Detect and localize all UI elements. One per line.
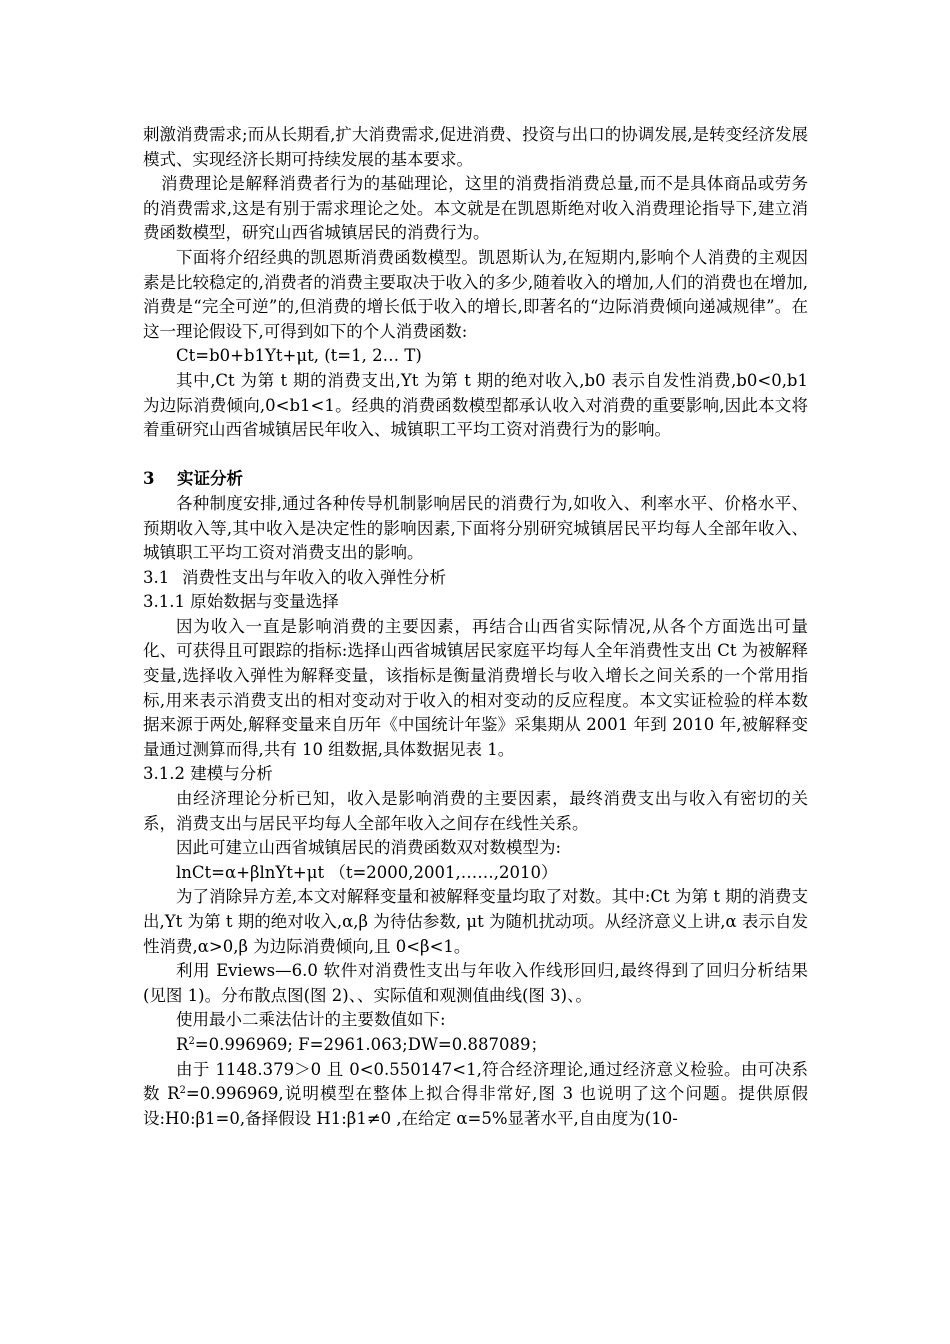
subsection-heading-3-1-1: 3.1.1 原始数据与变量选择 xyxy=(143,592,339,612)
log-model-formula: lnCt=α+βlnYt+μt （t=2000,2001,……,2010） xyxy=(176,862,558,882)
intro-paragraph-2: 消费理论是解释消费者行为的基础理论，这里的消费指消费总量,而不是具体商品或劳务的消费需求,这是有别于需求理论之处。本文就是在凯恩斯绝对收入消费理论指导下,建立消费函数模型，研究山西省城镇居民的消费行为。 xyxy=(143,174,808,243)
section-3-1-2-paragraph-2: 因此可建立山西省城镇居民的消费函数双对数模型为: xyxy=(176,838,562,858)
intro-paragraph-1: 刺激消费需求;而从长期看,扩大消费需求,促进消费、投资与出口的协调发展,是转变经济发展模式、实现经济长期可持续发展的基本要求。 xyxy=(143,125,808,169)
subsection-title: 消费性支出与年收入的收入弹性分析 xyxy=(182,567,446,587)
section-3-1-2-paragraph-6 xyxy=(143,1058,808,1132)
section-3-1-2-paragraph-4: 利用 Eviews—6.0 软件对消费性支出与年收入作线形回归,最终得到了回归分析结果(见图 1)。分布散点图(图 2)、、实际值和观测值曲线(图 3)、。 xyxy=(143,961,808,1005)
section-3-1-2-paragraph-5: 使用最小二乘法估计的主要数值如下: xyxy=(176,1010,446,1030)
stat-values: =0.996969; F=2961.063;DW=0.887089； xyxy=(194,1034,547,1054)
paragraph-6-superscript: 2 xyxy=(179,1085,186,1097)
section-3-paragraph-1: 各种制度安排,通过各种传导机制影响居民的消费行为,如收入、利率水平、价格水平、预期收入等,其中收入是决定性的影响因素,下面将分别研究城镇居民平均每人全部年收入、城镇职工平均工资对消费支出的影响。 xyxy=(143,493,808,563)
intro-paragraph-3: 下面将介绍经典的凯恩斯消费函数模型。凯恩斯认为,在短期内,影响个人消费的主观因素是比较稳定的,消费者的消费主要取决于收入的多少,随着收入的增加,人们的消费也在增加,消费是“完全可逆”的,但消费的增长低于收入的增长,即著名的“边际消费倾向递减规律”。在这一理论假设下,可得到如下的个人消费函数: xyxy=(143,247,808,341)
section-title: 实证分析 xyxy=(177,469,243,489)
document-body xyxy=(143,123,808,1131)
section-heading-3 xyxy=(143,467,808,492)
paragraph-6-part-a: 由于 1148.379＞0 且 0<0.550147<1,符合经济理论,通过经济意义检验。由可决系数 R xyxy=(143,1059,808,1104)
section-number: 3 xyxy=(143,469,155,489)
subsection-number: 3.1 xyxy=(143,567,170,587)
paragraph-6-part-b: =0.996969,说明模型在整体上拟合得非常好,图 3 也说明了这个问题。提供原假设:H0:β1=0,备择假设 H1:β1≠0 ,在给定 α=5%显著水平,自由度为(10- xyxy=(143,1084,808,1128)
intro-paragraph-4: 其中,Ct 为第 t 期的消费支出,Yt 为第 t 期的绝对收入,b0 表示自发性消费,b0<0,b1 为边际消费倾向,0<b1<1。经典的消费函数模型都承认收入对消费的重要影响,因此本文将着重研究山西省城镇居民年收入、城镇职工平均工资对消费行为的影响。 xyxy=(143,370,808,440)
stat-r-label: R xyxy=(176,1034,189,1054)
subsection-heading-3-1-2: 3.1.2 建模与分析 xyxy=(143,764,273,784)
stat-r-superscript: 2 xyxy=(188,1035,195,1047)
section-3-1-2-paragraph-1: 由经济理论分析已知，收入是影响消费的主要因素，最终消费支出与收入有密切的关系，消费支出与居民平均每人全部年收入之间存在线性关系。 xyxy=(143,789,808,833)
blank-line xyxy=(143,443,808,468)
section-3-1-2-paragraph-3: 为了消除异方差,本文对解释变量和被解释变量均取了对数。其中:Ct 为第 t 期的消费支出,Yt 为第 t 期的绝对收入,α,β 为待估参数, μt 为随机扰动项。从经济意义上讲,α 表示自发性消费,α>0,β 为边际消费倾向,且 0<β<1。 xyxy=(143,887,808,956)
regression-statistics xyxy=(143,1033,808,1058)
consumption-function-formula: Ct=b0+b1Yt+μt, (t=1, 2… T) xyxy=(176,346,422,366)
subsection-heading-3-1 xyxy=(143,566,808,591)
section-3-1-1-paragraph-1: 因为收入一直是影响消费的主要因素，再结合山西省实际情况,从各个方面选出可量化、可获得且可跟踪的指标:选择山西省城镇居民家庭平均每人全年消费性支出 Ct 为被解释变量,选择收入弹性为解释变量，该指标是衡量消费增长与收入增长之间关系的一个常用指标,用来表示消费支出的相对变动对于收入的相对变动的反应程度。本文实证检验的样本数据来源于两处,解释变量来自历年《中国统计年鉴》采集期从 2001 年到 2010 年,被解释变量通过测算而得,共有 10 组数据,具体数据见表 1。 xyxy=(143,616,808,759)
